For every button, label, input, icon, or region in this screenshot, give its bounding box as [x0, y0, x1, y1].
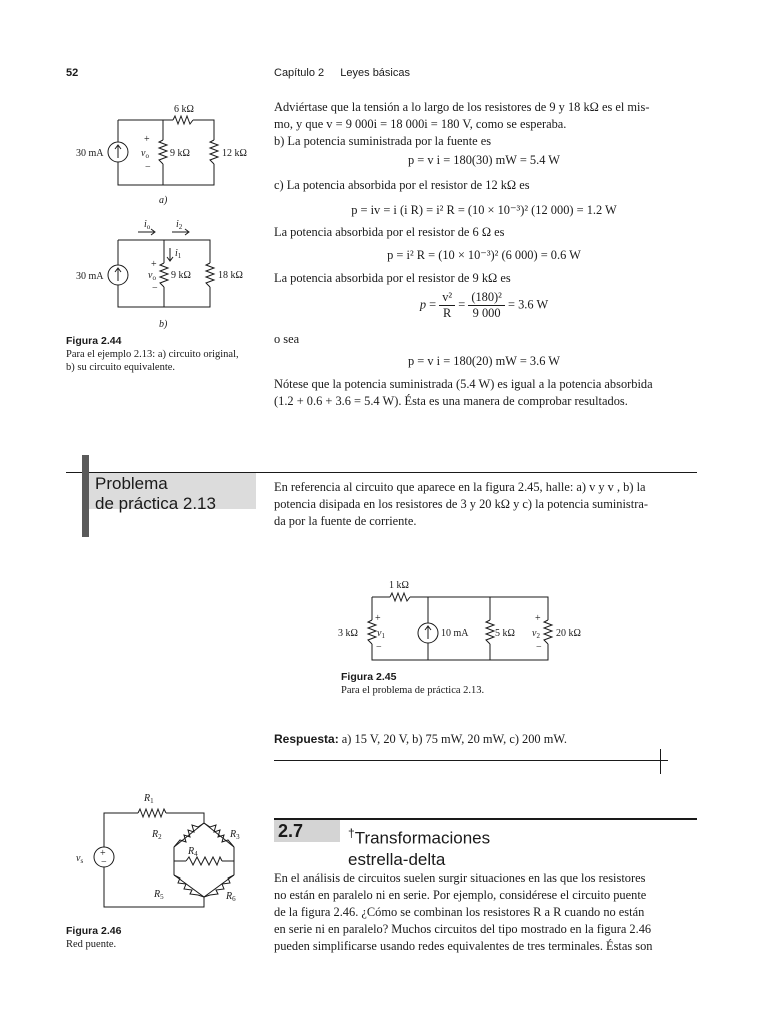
eq4-denominator: R [443, 306, 452, 320]
practice-title-line-2: de práctica 2.13 [95, 494, 216, 513]
paragraph-3: La potencia absorbida por el resistor de 6 Ω es [274, 225, 505, 239]
resistor-1k [390, 593, 410, 601]
equation-4: p = $\frac{\text{v²}}{R}$ = $\frac{\text{(180)²}}{9 000}$ = 3.6 W [419, 290, 549, 320]
figure-2-46-caption: Red puente. [66, 939, 117, 950]
section-number: 2.7 [278, 821, 304, 841]
section-line-4: en serie ni en paralelo? Muchos circuitos del tipo mostrado en la figura 2.46 [274, 922, 652, 936]
practice-line-3: da por la fuente de corriente. [274, 514, 417, 528]
label-6k: 6 kΩ [174, 104, 194, 115]
resistor-r1 [138, 809, 166, 817]
practice-title-box [89, 473, 256, 513]
figure-2-44a-circuit [70, 100, 260, 210]
figure-2-44-title: Figura 2.44 [66, 335, 122, 347]
label-v1: $v_1$ [377, 628, 385, 640]
equation-3: p = i² R = (10 × 10⁻³)² (6 000) = 0.6 W [387, 248, 581, 262]
equation-4-fraction-1 [439, 290, 455, 321]
minus-sign-b: − [152, 283, 158, 294]
paragraph-1 [274, 99, 694, 150]
section-paragraph [274, 870, 704, 955]
answer-rule [274, 760, 668, 761]
section-line-1: En el análisis de circuitos suelen surgir situaciones en las que los resistores [274, 871, 646, 885]
section-title [348, 823, 490, 870]
page-number: 52 [66, 67, 79, 79]
label-i1: $i_1$ [175, 248, 182, 260]
subfig-b-label: b) [159, 319, 168, 330]
label-20k: 20 kΩ [556, 628, 581, 639]
paragraph-1-line-3: b) La potencia suministrada por la fuente es [274, 134, 492, 148]
equation-1: p = v i = 180(30) mW = 5.4 W [408, 153, 560, 167]
section-line-5: pueden simplificarse usando redes equivalentes de tres terminales. Éstas son [274, 939, 653, 953]
equation-2: p = iv = i (i R) = i² R = (10 × 10⁻³)² (12 000) = 1.2 W [351, 203, 617, 217]
label-3k: 3 kΩ [338, 628, 358, 639]
paragraph-4: La potencia absorbida por el resistor de 9 kΩ es [274, 271, 511, 285]
answer-rule-tick [660, 749, 661, 774]
label-30ma: 30 mA [76, 148, 104, 159]
subfig-a-label: a) [159, 195, 168, 206]
section-number-box [274, 820, 340, 842]
resistor-r4 [186, 857, 222, 865]
label-9k: 9 kΩ [170, 148, 190, 159]
minus-v1: − [376, 642, 382, 653]
resistor-20k [544, 620, 552, 644]
practice-title-line-1: Problema [95, 474, 168, 493]
eq4-result: = 3.6 W [508, 297, 549, 312]
plus-v2: + [535, 613, 541, 624]
figure-2-44-caption-1: Para el ejemplo 2.13: a) circuito original, [66, 349, 239, 360]
answer-text: a) 15 V, 20 V, b) 75 mW, 20 mW, c) 200 mW. [341, 732, 568, 746]
section-line-3: de la figura 2.46. ¿Cómo se combinan los resistores R a R cuando no están [274, 905, 645, 919]
label-18k: 18 kΩ [218, 270, 243, 281]
label-1k: 1 kΩ [389, 580, 409, 591]
eq4-numerator-2: (180)² [468, 290, 505, 306]
label-30ma-b: 30 mA [76, 271, 104, 282]
label-r2: $R_2$ [152, 829, 162, 841]
label-9k-b: 9 kΩ [171, 270, 191, 281]
practice-statement [274, 479, 704, 530]
figure-2-46-title: Figura 2.46 [66, 925, 122, 937]
figure-2-45-circuit [330, 575, 600, 670]
resistor-12k [210, 140, 218, 164]
plus-sign-b: + [151, 259, 157, 270]
paragraph-6-line-2: (1.2 + 0.6 + 3.6 = 5.4 W). Ésta es una manera de comprobar resultados. [274, 394, 628, 408]
practice-line-1: En referencia al circuito que aparece en la figura 2.45, halle: a) v y v , b) la [274, 480, 646, 494]
resistor-9k-b [160, 263, 168, 287]
practice-sidebar-bar [82, 455, 89, 537]
label-i2: $i_2$ [176, 219, 183, 231]
resistor-18k [206, 263, 214, 287]
paragraph-6 [274, 376, 704, 410]
minus-v2: − [536, 642, 542, 653]
label-v2: $v_2$ [532, 628, 540, 640]
chapter-title: Leyes básicas [340, 67, 410, 79]
eq4-denominator-2: 9 000 [472, 306, 501, 320]
section-title-line-2: estrella-delta [348, 849, 446, 869]
paragraph-6-line-1: Nótese que la potencia suministrada (5.4 W) es igual a la potencia absorbida [274, 377, 653, 391]
resistor-6k [173, 116, 193, 124]
label-10ma: 10 mA [441, 628, 469, 639]
equation-4-fraction-2 [468, 290, 505, 321]
section-line-2: no están en paralelo ni en serie. Por ejemplo, considérese el circuito puente [274, 888, 647, 902]
running-header [274, 67, 410, 79]
label-12k: 12 kΩ [222, 148, 247, 159]
label-io: $i_o$ [144, 219, 151, 231]
label-vs: $v_s$ [76, 853, 84, 865]
figure-2-46-bridge [70, 785, 260, 925]
eq4-numerator: v² [439, 290, 455, 306]
label-vo-b: $v_o$ [148, 270, 156, 282]
source-plus: + [100, 848, 106, 859]
paragraph-5: o sea [274, 332, 300, 346]
figure-2-44b-circuit [70, 215, 260, 335]
paragraph-1-line-1: Adviértase que la tensión a lo largo de los resistores de 9 y 18 kΩ es el mis- [274, 100, 650, 114]
label-vo: $v_o$ [141, 148, 149, 160]
source-minus: − [101, 857, 107, 868]
plus-sign: + [144, 134, 150, 145]
section-title-line-1: Transformaciones [354, 828, 491, 848]
paragraph-2: c) La potencia absorbida por el resistor de 12 kΩ es [274, 178, 530, 192]
label-r4: $R_4$ [188, 846, 198, 858]
resistor-5k [486, 620, 494, 644]
answer-label: Respuesta: [274, 732, 339, 746]
figure-2-45-title: Figura 2.45 [341, 671, 397, 683]
label-r6: $R_6$ [226, 891, 236, 903]
figure-2-45-caption: Para el problema de práctica 2.13. [341, 685, 485, 696]
label-5k: 5 kΩ [495, 628, 515, 639]
section-dagger: † [348, 826, 355, 840]
answer [274, 731, 704, 748]
label-r5: $R_5$ [154, 889, 164, 901]
paragraph-1-line-2: mo, y que v = 9 000i = 18 000i = 180 V, como se esperaba. [274, 117, 567, 131]
equation-5: p = v i = 180(20) mW = 3.6 W [408, 354, 560, 368]
plus-v1: + [375, 613, 381, 624]
label-r3: $R_3$ [230, 829, 240, 841]
chapter-label: Capítulo 2 [274, 67, 325, 79]
figure-2-44-caption-2: b) su circuito equivalente. [66, 362, 176, 373]
minus-sign: − [145, 162, 151, 173]
label-r1: $R_1$ [144, 793, 154, 805]
resistor-9k [159, 140, 167, 164]
practice-line-2: potencia disipada en los resistores de 3 y 20 kΩ y c) la potencia suministra- [274, 497, 648, 511]
